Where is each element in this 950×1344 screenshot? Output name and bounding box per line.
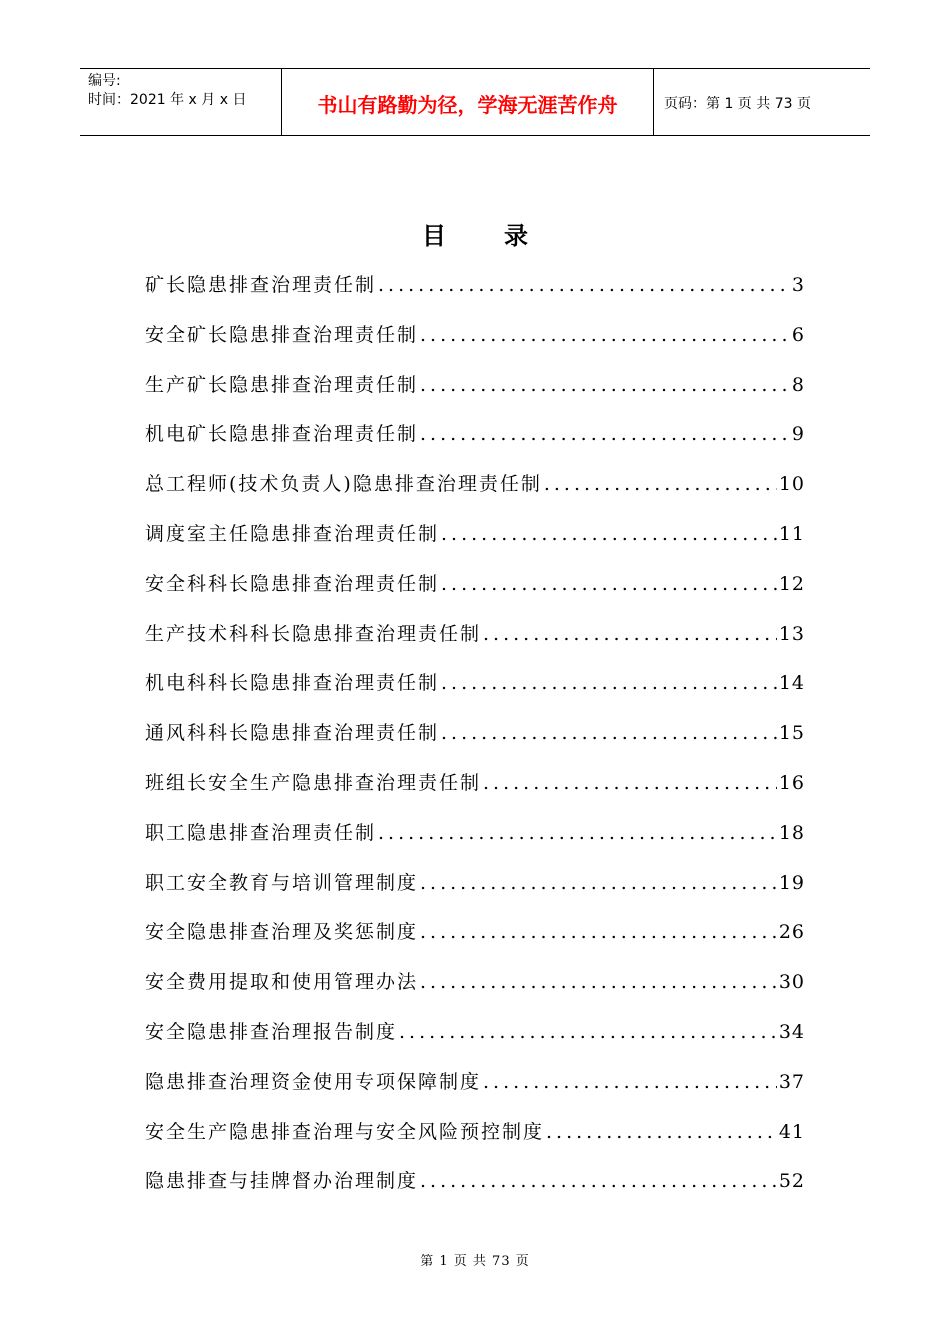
toc-entry-label: 机电矿长隐患排查治理责任制: [145, 423, 419, 446]
toc-leader-dots: [544, 467, 777, 501]
toc-entry-page-number: 37: [778, 1070, 805, 1093]
toc-entry-label: 安全隐患排查治理及奖惩制度: [145, 921, 419, 944]
toc-entry-page-number: 3: [791, 274, 805, 296]
toc-entry-label: 调度室主任隐患排查治理责任制: [145, 522, 440, 545]
toc-entry-page-number: 19: [778, 871, 805, 894]
toc-leader-dots: [483, 766, 777, 800]
toc-entry[interactable]: [145, 567, 805, 617]
toc-leader-dots: [399, 1015, 777, 1049]
toc-leader-dots: [420, 417, 790, 451]
toc-entry-page-number: 6: [791, 323, 805, 346]
toc-entry-label: 隐患排查治理资金使用专项保障制度: [145, 1070, 482, 1093]
toc-entry-page-number: 14: [778, 672, 805, 695]
toc-entry[interactable]: [145, 617, 805, 667]
toc-leader-dots: [378, 268, 790, 302]
toc-entry-label: 生产矿长隐患排查治理责任制: [145, 373, 419, 396]
toc-entry-page-number: 11: [778, 522, 805, 545]
header-motto: 书山有路勤为径，学海无涯苦作舟: [282, 69, 654, 135]
toc-entry[interactable]: [145, 368, 805, 418]
toc-entry[interactable]: [145, 417, 805, 467]
toc-entry-label: 生产技术科科长隐患排查治理责任制: [145, 622, 482, 645]
toc-entry-page-number: 34: [778, 1020, 805, 1043]
toc-entry-page-number: 8: [791, 373, 805, 396]
toc-entry[interactable]: [145, 965, 805, 1015]
toc-entry-page-number: 41: [778, 1120, 805, 1143]
toc-leader-dots: [441, 517, 777, 551]
toc-entry-page-number: 12: [778, 572, 805, 595]
page-footer: 第 1 页 共 73 页: [420, 1254, 530, 1269]
document-time-label: 时间：2021 年 x 月 x 日: [88, 92, 247, 108]
toc-entry-label: 隐患排查与挂牌督办治理制度: [145, 1170, 419, 1193]
toc-entry[interactable]: [145, 915, 805, 965]
toc-entry[interactable]: [145, 318, 805, 368]
toc-entry-page-number: 10: [778, 473, 805, 496]
toc-entry-label: 安全费用提取和使用管理办法: [145, 971, 419, 994]
toc-leader-dots: [378, 816, 777, 850]
toc-leader-dots: [483, 617, 777, 651]
toc-leader-dots: [420, 866, 777, 900]
toc-entry-label: 职工隐患排查治理责任制: [145, 821, 377, 844]
toc-entry-label: 矿长隐患排查治理责任制: [145, 274, 377, 296]
toc-entry-label: 安全矿长隐患排查治理责任制: [145, 323, 419, 346]
toc-entry-label: 班组长安全生产隐患排查治理责任制: [145, 771, 482, 794]
toc-entry[interactable]: [145, 816, 805, 866]
toc-entry[interactable]: [145, 766, 805, 816]
toc-entry-page-number: 9: [791, 423, 805, 446]
toc-leader-dots: [420, 965, 777, 999]
toc-entry[interactable]: [145, 467, 805, 517]
toc-entry-label: 安全科科长隐患排查治理责任制: [145, 572, 440, 595]
toc-entry-label: 通风科科长隐患排查治理责任制: [145, 722, 440, 745]
toc-entry-label: 机电科科长隐患排查治理责任制: [145, 672, 440, 695]
toc-entry-page-number: 30: [778, 971, 805, 994]
toc-entry-label: 安全隐患排查治理报告制度: [145, 1020, 398, 1043]
toc-entry-label: 安全生产隐患排查治理与安全风险预控制度: [145, 1120, 545, 1143]
toc-entry-page-number: 18: [778, 821, 805, 844]
toc-leader-dots: [420, 915, 777, 949]
toc-leader-dots: [546, 1115, 777, 1149]
toc-entry[interactable]: [145, 517, 805, 567]
toc-entry[interactable]: [145, 1164, 805, 1214]
toc-leader-dots: [420, 368, 790, 402]
toc-entry[interactable]: [145, 1015, 805, 1065]
toc-entry-page-number: 15: [778, 722, 805, 745]
toc-entry[interactable]: [145, 1065, 805, 1115]
document-number-label: 编号:: [88, 73, 121, 89]
toc-leader-dots: [420, 1164, 777, 1198]
toc-leader-dots: [420, 318, 790, 352]
toc-title-part1: 目: [422, 222, 446, 250]
header-page-info: 页码：第 1 页 共 73 页: [664, 96, 811, 112]
toc-leader-dots: [441, 666, 777, 700]
toc-entry[interactable]: [145, 1115, 805, 1165]
toc-entry[interactable]: [145, 866, 805, 916]
toc-entry-label: 总工程师(技术负责人)隐患排查治理责任制: [145, 473, 542, 496]
toc-leader-dots: [441, 716, 777, 750]
toc-entry[interactable]: [145, 666, 805, 716]
toc-leader-dots: [483, 1065, 777, 1099]
toc-entry-page-number: 26: [778, 921, 805, 944]
document-header: [80, 68, 870, 136]
toc-title: [0, 216, 950, 251]
toc-title-part2: 录: [504, 222, 528, 250]
table-of-contents: [145, 268, 805, 1214]
toc-entry[interactable]: [145, 268, 805, 318]
toc-entry-page-number: 16: [778, 771, 805, 794]
toc-entry-page-number: 13: [778, 622, 805, 645]
header-meta: [80, 69, 282, 135]
toc-leader-dots: [441, 567, 777, 601]
toc-entry-label: 职工安全教育与培训管理制度: [145, 871, 419, 894]
toc-entry-page-number: 52: [778, 1170, 805, 1193]
toc-entry[interactable]: [145, 716, 805, 766]
